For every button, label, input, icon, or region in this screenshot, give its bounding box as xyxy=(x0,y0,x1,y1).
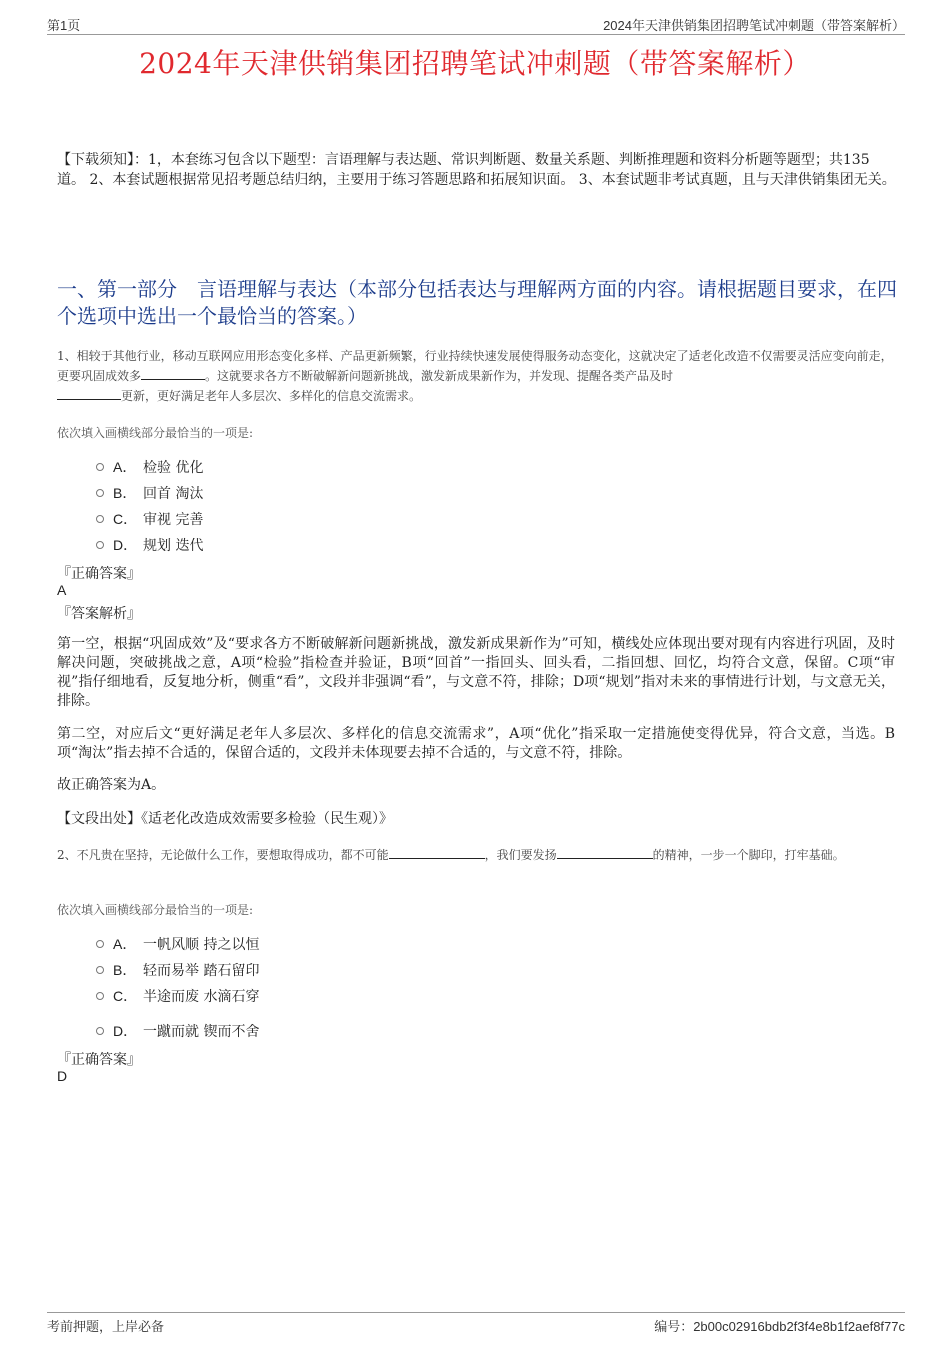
q2-answer: D xyxy=(57,1068,68,1084)
q1-option-c[interactable]: C． 审视 完善 xyxy=(96,509,203,529)
header-doc-title: 2024年天津供销集团招聘笔试冲刺题（带答案解析） xyxy=(603,18,905,33)
question-1-prompt: 依次填入画横线部分最恰当的一项是: xyxy=(57,426,254,440)
radio-icon[interactable] xyxy=(96,515,104,523)
q1-option-d[interactable]: D． 规划 迭代 xyxy=(96,535,203,555)
q1-analysis-2: 第二空，对应后文“更好满足老年人多层次、多样化的信息交流需求”，A项“优化”指采取一定措施使变得优异，符合文意，当选。B项“淘汰”指去掉不合适的，保留合适的，文段并未体现要去掉不合适的，与文意不符，排除。 xyxy=(57,726,895,761)
page-title: 2024年天津供销集团招聘笔试冲刺题（带答案解析） xyxy=(139,47,811,80)
question-2-prompt: 依次填入画横线部分最恰当的一项是: xyxy=(57,903,254,917)
q1-answer: A xyxy=(57,582,67,598)
footer-doc-id: 编号：2b00c02916bdb2f3f4e8b1f2aef8f77c xyxy=(654,1319,905,1334)
radio-icon[interactable] xyxy=(96,1027,104,1035)
page-header xyxy=(47,12,905,35)
blank-1 xyxy=(141,366,205,380)
blank-3 xyxy=(389,845,485,859)
download-notice: 【下载须知】：1，本套练习包含以下题型：言语理解与表达题、常识判断题、数量关系题、判断推理题和资料分析题等题型；共135道。 2、本套试题根据常见招考题总结归纳，主要用于练习答题思路和拓展知识面。 3、本套试题非考试真题，且与天津供销集团无关。 xyxy=(57,152,896,188)
blank-4 xyxy=(557,845,653,859)
radio-icon[interactable] xyxy=(96,992,104,1000)
q2-option-c[interactable]: C． 半途而废 水滴石穿 xyxy=(96,986,259,1006)
q1-analysis-3: 故正确答案为A。 xyxy=(57,777,166,793)
question-2-text: 2、不凡贵在坚持，无论做什么工作，要想取得成功，都不可能 ，我们要发扬 的精神，一步一个脚印，打牢基础。 xyxy=(57,845,897,865)
blank-2 xyxy=(57,386,121,400)
q2-option-a[interactable]: A． 一帆风顺 持之以恒 xyxy=(96,934,259,954)
radio-icon[interactable] xyxy=(96,940,104,948)
q1-source: 【文段出处】《适老化改造成效需要多检验（民生观）》 xyxy=(57,811,393,827)
question-1-text: 1、相较于其他行业，移动互联网应用形态变化多样、产品更新频繁，行业持续快速发展使得服务动态变化，这就决定了适老化改造不仅需要灵活应变向前走，更要巩固成效多 。这就要求各方不断破解新问题新挑战，激发新成果新作为，并发现、提醒各类产品及时 更新，更好满足老年人多层次、多样化的信息交流需求。 xyxy=(57,349,893,403)
radio-icon[interactable] xyxy=(96,463,104,471)
page-number: 第1页 xyxy=(47,18,81,33)
q1-option-b[interactable]: B． 回首 淘汰 xyxy=(96,483,203,503)
q2-answer-label: 『正确答案』 xyxy=(57,1052,141,1068)
page-footer xyxy=(47,1312,905,1335)
footer-slogan: 考前押题，上岸必备 xyxy=(47,1319,165,1334)
q1-analysis-1: 第一空，根据“巩固成效”及“要求各方不断破解新问题新挑战，激发新成果新作为”可知，横线处应体现出要对现有内容进行巩固，及时解决问题，突破挑战之意，A项“检验”指检查并验证，B项“回首”一指回头、回头看，二指回想、回忆，均符合文意，保留。C项“审视”指仔细地看，反复地分析，侧重“看”，文段并非强调“看”，与文意不符，排除；D项“规划”指对未来的事情进行计划，与文意无关，排除。 xyxy=(57,636,895,709)
radio-icon[interactable] xyxy=(96,541,104,549)
q1-option-a[interactable]: A． 检验 优化 xyxy=(96,457,203,477)
q1-answer-label: 『正确答案』 xyxy=(57,566,141,582)
radio-icon[interactable] xyxy=(96,966,104,974)
section-title: 一、第一部分 言语理解与表达（本部分包括表达与理解两方面的内容。请根据题目要求，在四个选项中选出一个最恰当的答案。） xyxy=(57,277,897,328)
q2-option-d[interactable]: D． 一蹴而就 锲而不舍 xyxy=(96,1021,259,1041)
q1-analysis-label: 『答案解析』 xyxy=(57,606,141,622)
q2-option-b[interactable]: B． 轻而易举 踏石留印 xyxy=(96,960,259,980)
radio-icon[interactable] xyxy=(96,489,104,497)
